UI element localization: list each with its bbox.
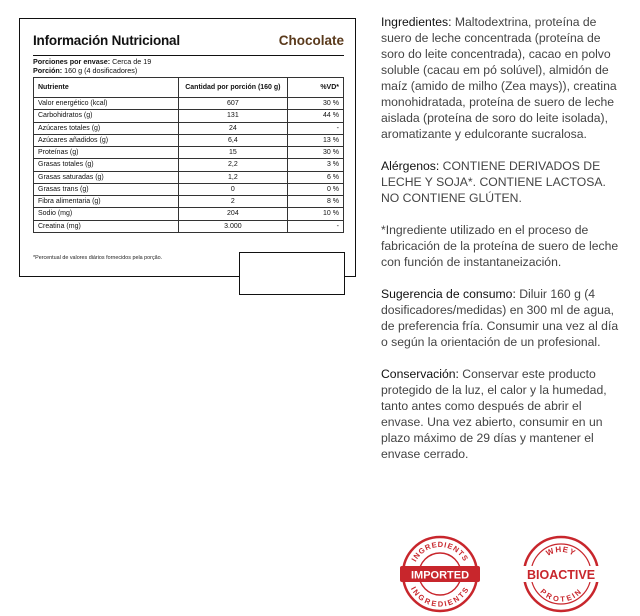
servings-label: Porciones por envase: xyxy=(33,57,111,66)
nutrient-dv: 3 % xyxy=(288,159,344,171)
table-row xyxy=(34,208,344,220)
imported-ingredients-badge-icon xyxy=(400,534,480,614)
nutrient-amount: 2 xyxy=(178,196,288,208)
table-row xyxy=(34,159,344,171)
portion-value: 160 g (4 dosificadores) xyxy=(62,66,138,75)
usage-text: Diluir 160 g (4 dosificadores/medidas) en 300 ml de agua, de preferencia fría. Consumir una vez al día o según la orientación de un profesional. xyxy=(381,287,619,349)
nutrient-dv: - xyxy=(288,220,344,232)
nutrient-name: Azúcares añadidos (g) xyxy=(34,134,179,146)
nutrient-dv: 30 % xyxy=(288,98,344,110)
nutrient-amount: 24 xyxy=(178,122,288,134)
usage-section xyxy=(381,286,621,350)
table-row xyxy=(34,183,344,195)
product-info xyxy=(381,14,621,478)
nutrient-amount: 6,4 xyxy=(178,134,288,146)
nutrient-name: Creatina (mg) xyxy=(34,220,179,232)
nutrient-name: Proteínas (g) xyxy=(34,147,179,159)
table-header-row xyxy=(34,78,344,98)
servings-per-container xyxy=(33,57,151,66)
nutrient-amount: 607 xyxy=(178,98,288,110)
nutrient-amount: 0 xyxy=(178,183,288,195)
table-row xyxy=(34,110,344,122)
table-row xyxy=(34,147,344,159)
nutrient-name: Grasas saturadas (g) xyxy=(34,171,179,183)
badge-center-text: IMPORTED xyxy=(410,569,470,582)
badge-bottom-text: PROTEIN xyxy=(538,586,584,604)
ingredient-note: *Ingrediente utilizado en el proceso de fabricación de la proteína de suero de leche con función de instantaneización. xyxy=(381,223,619,269)
nutrient-name: Carbohidratos (g) xyxy=(34,110,179,122)
nutrient-name: Fibra alimentaria (g) xyxy=(34,196,179,208)
table-row xyxy=(34,134,344,146)
flavor-label: Chocolate xyxy=(278,33,344,48)
ingredients-section xyxy=(381,14,621,142)
servings-value: Cerca de 19 xyxy=(110,57,152,66)
storage-label: Conservación: xyxy=(381,367,459,381)
nutrient-name: Valor energético (kcal) xyxy=(34,98,179,110)
badge-top-text: INGREDIENTS xyxy=(409,539,471,564)
header-divider xyxy=(33,55,344,56)
panel-title: Información Nutricional xyxy=(33,33,180,48)
allergens-section xyxy=(381,158,621,206)
nutrient-dv: 6 % xyxy=(288,171,344,183)
badge-bottom-text: INGREDIENTS xyxy=(409,585,471,609)
nutrient-dv: 10 % xyxy=(288,208,344,220)
bioactive-whey-badge-icon xyxy=(521,534,601,614)
storage-text: Conservar este producto protegido de la luz, el calor y la humedad, tanto antes como después de abrir el envase. Una vez abierto, consumir en un plazo máximo de 29 días y mantener el envase cerrado. xyxy=(381,367,607,461)
nutrient-amount: 2,2 xyxy=(178,159,288,171)
usage-label: Sugerencia de consumo: xyxy=(381,287,516,301)
table-row xyxy=(34,171,344,183)
nutrient-dv: 0 % xyxy=(288,183,344,195)
column-header-dv: %VD* xyxy=(288,78,344,98)
badge-top-text: WHEY xyxy=(544,544,578,558)
panel-header xyxy=(33,33,344,53)
nutrient-amount: 15 xyxy=(178,147,288,159)
allergens-label: Alérgenos: xyxy=(381,159,440,173)
serving-size xyxy=(33,66,137,75)
table-row xyxy=(34,196,344,208)
nutrient-amount: 1,2 xyxy=(178,171,288,183)
nutrient-name: Grasas totales (g) xyxy=(34,159,179,171)
nutrient-name: Azúcares totales (g) xyxy=(34,122,179,134)
table-row xyxy=(34,98,344,110)
nutrition-table xyxy=(33,77,344,233)
nutrient-amount: 3.000 xyxy=(178,220,288,232)
nutrient-amount: 131 xyxy=(178,110,288,122)
nutrient-dv: - xyxy=(288,122,344,134)
column-header-amount: Cantidad por porción (160 g) xyxy=(178,78,288,98)
nutrient-name: Sodio (mg) xyxy=(34,208,179,220)
table-row xyxy=(34,220,344,232)
ingredients-text: Maltodextrina, proteína de suero de leche concentrada (proteína de soro do leite concentrada), cacao en polvo soluble (cacau em pó solúvel), almidón de maíz (amido de milho (Zea mays)), creatina monohidratada, proteína de suero de leche aislada (proteína de soro do leite isolada), aromatizante y edulcorante sucralosa. xyxy=(381,15,617,141)
nutrient-dv: 30 % xyxy=(288,147,344,159)
badge-center-text: BIOACTIVE xyxy=(526,568,596,582)
ingredients-label: Ingredientes: xyxy=(381,15,452,29)
nutrient-name: Grasas trans (g) xyxy=(34,183,179,195)
table-row xyxy=(34,122,344,134)
portion-label: Porción: xyxy=(33,66,63,75)
nutrition-facts-panel xyxy=(19,18,356,277)
lot-info-box xyxy=(239,252,345,295)
storage-section xyxy=(381,366,621,462)
dv-footnote: *Percentual de valores diários fornecidos pela porção. xyxy=(33,255,163,261)
nutrient-dv: 13 % xyxy=(288,134,344,146)
nutrient-amount: 204 xyxy=(178,208,288,220)
nutrient-dv: 8 % xyxy=(288,196,344,208)
nutrient-dv: 44 % xyxy=(288,110,344,122)
allergens-text: CONTIENE DERIVADOS DE LECHE Y SOJA*. CONTIENE LACTOSA. NO CONTIENE GLÚTEN. xyxy=(381,159,606,205)
column-header-nutrient: Nutriente xyxy=(34,78,179,98)
